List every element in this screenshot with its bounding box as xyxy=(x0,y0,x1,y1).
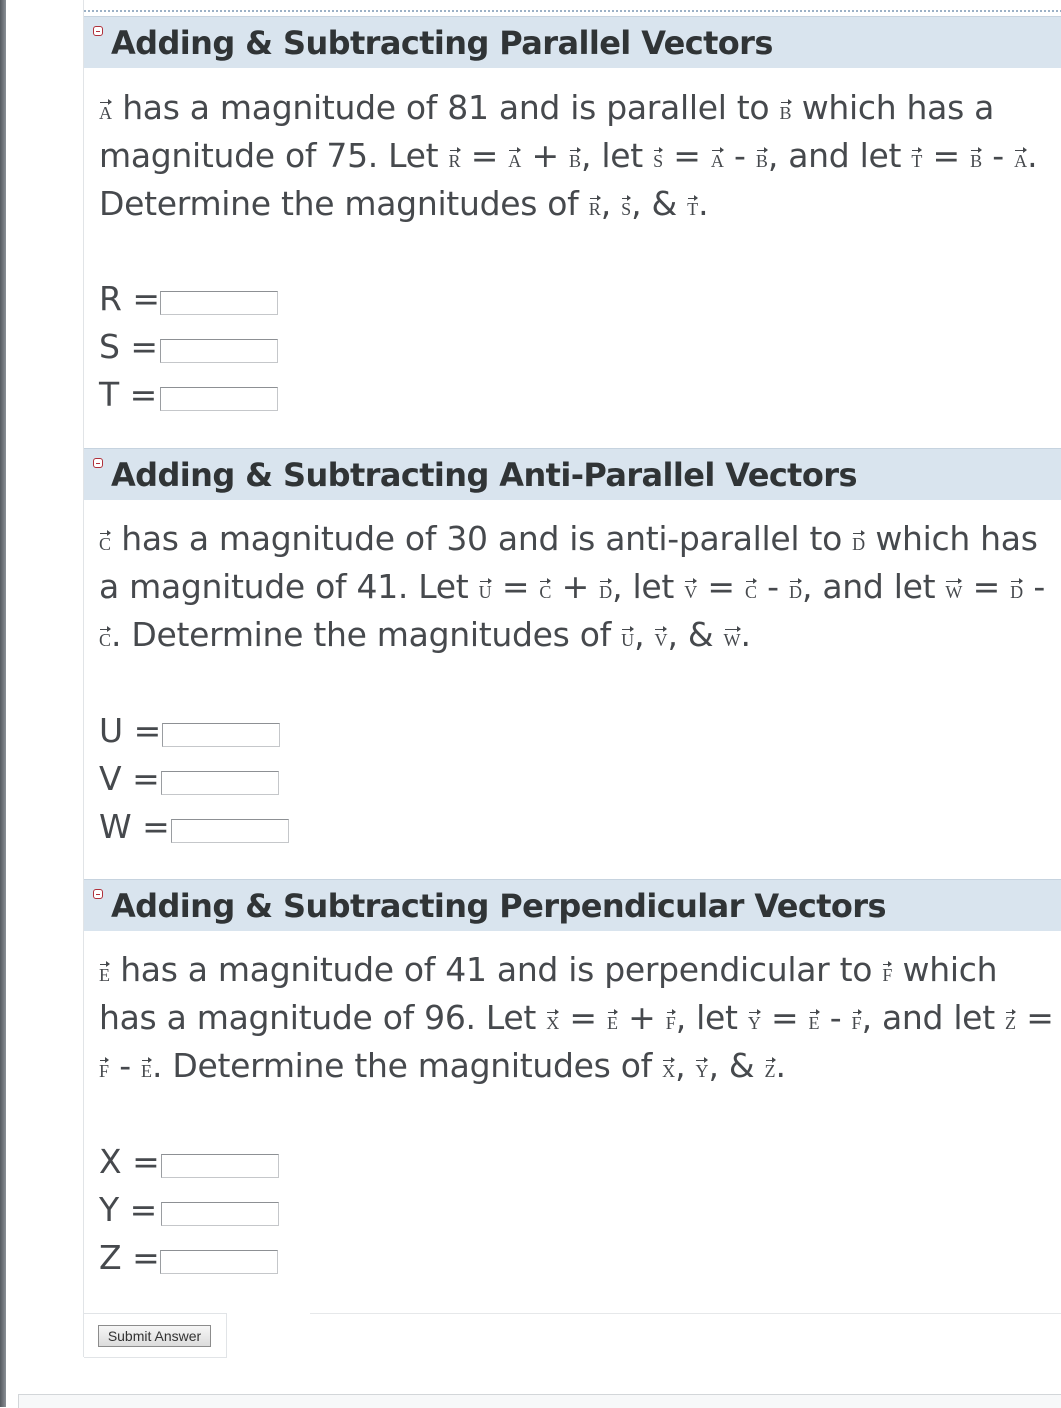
vector-symbol: Z xyxy=(764,1061,776,1081)
vector-symbol: F xyxy=(99,1061,110,1081)
vector-symbol: D xyxy=(1010,582,1024,602)
section-anti-parallel xyxy=(84,448,1061,846)
vector-symbol: A xyxy=(1014,151,1028,171)
vector-symbol: W xyxy=(945,582,963,602)
section-title: Adding & Subtracting Perpendicular Vectors xyxy=(111,887,886,925)
collapse-minus-icon[interactable] xyxy=(93,889,103,899)
answer-input-v[interactable] xyxy=(161,771,279,795)
answer-input-x[interactable] xyxy=(161,1154,279,1178)
problem-text: C has a magnitude of 30 and is anti-parallel to D which has a magnitude of 41. Let U = C + D, let V = C - D, and let W = D - C. Determine the magnitudes of U, V, & W. xyxy=(99,519,1045,654)
section-title: Adding & Subtracting Anti-Parallel Vectors xyxy=(111,456,857,494)
vector-symbol: B xyxy=(568,151,581,171)
answer-label: T = xyxy=(99,375,158,414)
vector-symbol: V xyxy=(684,582,698,602)
vector-symbol: T xyxy=(687,199,699,219)
collapse-minus-icon[interactable] xyxy=(93,458,103,468)
answer-label: S = xyxy=(99,327,159,366)
vector-symbol: D xyxy=(788,582,802,602)
vector-symbol: A xyxy=(99,103,112,123)
problem-set xyxy=(83,0,1061,1357)
vector-symbol: F xyxy=(882,965,893,985)
vector-symbol: S xyxy=(653,151,664,171)
vector-symbol: W xyxy=(723,630,741,650)
vector-symbol: F xyxy=(851,1013,862,1033)
submit-answer-button[interactable]: Submit Answer xyxy=(98,1325,211,1347)
vector-symbol: R xyxy=(448,151,461,171)
problem-text: E has a magnitude of 41 and is perpendicular to F which has a magnitude of 96. Let X = E + F, let Y = E - F, and let Z = F - E. Determine the magnitudes of X, Y, & Z. xyxy=(99,950,1054,1085)
vector-symbol: B xyxy=(779,103,792,123)
vector-symbol: B xyxy=(970,151,983,171)
section-header[interactable] xyxy=(84,448,1061,500)
problem-text: A has a magnitude of 81 and is parallel to B which has a magnitude of 75. Let R = A + B, let S = A - B, and let T = B - A. Determine the magnitudes of R, S, & T. xyxy=(99,88,1038,223)
vector-symbol: C xyxy=(99,534,112,554)
vector-symbol: S xyxy=(621,199,632,219)
answer-label: U = xyxy=(99,711,162,750)
answer-input-s[interactable] xyxy=(160,339,278,363)
vector-symbol: E xyxy=(99,965,110,985)
vector-symbol: A xyxy=(508,151,522,171)
submit-area xyxy=(84,1313,227,1358)
answer-label: X = xyxy=(99,1142,160,1181)
vector-symbol: Z xyxy=(1005,1013,1017,1033)
left-rail xyxy=(0,0,6,1407)
section-header[interactable] xyxy=(84,16,1061,68)
vector-symbol: R xyxy=(588,199,601,219)
answer-label: W = xyxy=(99,807,170,846)
vector-symbol: C xyxy=(99,630,112,650)
vector-symbol: T xyxy=(911,151,923,171)
answer-label: Z = xyxy=(99,1238,160,1277)
vector-symbol: B xyxy=(755,151,768,171)
vector-symbol: D xyxy=(599,582,613,602)
vector-symbol: A xyxy=(710,151,724,171)
vector-symbol: U xyxy=(478,582,492,602)
answer-label: Y = xyxy=(99,1190,158,1229)
vector-symbol: E xyxy=(808,1013,820,1033)
answer-input-y[interactable] xyxy=(161,1202,279,1226)
section-parallel xyxy=(84,16,1061,414)
vector-symbol: C xyxy=(744,582,757,602)
section-title: Adding & Subtracting Parallel Vectors xyxy=(111,24,773,62)
vector-symbol: X xyxy=(662,1061,676,1081)
answer-label: V = xyxy=(99,759,160,798)
bottom-panel-edge xyxy=(18,1394,1061,1408)
vector-symbol: X xyxy=(546,1013,560,1033)
answer-input-z[interactable] xyxy=(160,1250,278,1274)
section-perpendicular xyxy=(84,879,1061,1277)
vector-symbol: Y xyxy=(695,1061,709,1081)
answer-input-t[interactable] xyxy=(160,387,278,411)
footer-divider xyxy=(310,1313,1061,1314)
answer-input-r[interactable] xyxy=(160,291,278,315)
vector-symbol: E xyxy=(141,1061,153,1081)
collapse-minus-icon[interactable] xyxy=(93,26,103,36)
answer-label: R = xyxy=(99,279,161,318)
vector-symbol: Y xyxy=(747,1013,761,1033)
section-header[interactable] xyxy=(84,879,1061,931)
answer-input-w[interactable] xyxy=(171,819,289,843)
vector-symbol: E xyxy=(606,1013,618,1033)
answer-input-u[interactable] xyxy=(162,723,280,747)
vector-symbol: F xyxy=(665,1013,676,1033)
vector-symbol: D xyxy=(852,534,866,554)
dotted-divider xyxy=(84,10,1061,12)
vector-symbol: U xyxy=(621,630,635,650)
vector-symbol: C xyxy=(539,582,552,602)
vector-symbol: V xyxy=(654,630,668,650)
